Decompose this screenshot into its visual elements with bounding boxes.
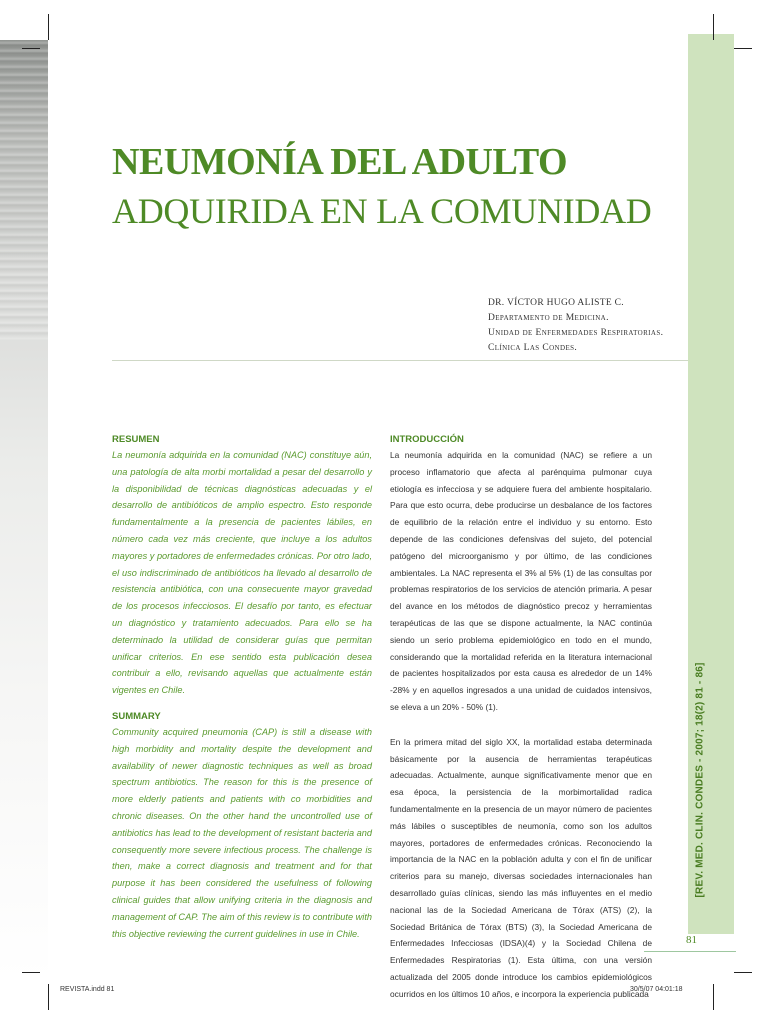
crop-mark bbox=[734, 972, 752, 973]
resumen-text: La neumonía adquirida en la comunidad (NAC) constituye aún, una patología de alta morbi mortalidad a pesar del desarrollo y la disponibilidad de técnicas diagnósticas adecuadas y el desarrollo de antibióticos de amplio espectro. Esto responde fundamentalmente a la presencia de pacientes lábiles, en número cada vez más creciente, que incluye a los adultos mayores y portadores de enfermedades crónicas. Por otro lado, el uso indiscriminado de antibióticos ha llevado al desarrollo de resistencia antibiótica, con una consecuente mayor gravedad de los procesos infecciosos. El desafío por tanto, es efectuar un diagnóstico y tratamiento adecuados. Para ello se ha determinado la utilidad de considerar guías que permitan unificar criterios. En ese sentido esta publicación desea contribuir a ello, revisando aquellas que actualmente están vigentes en Chile. bbox=[112, 450, 372, 696]
summary-text: Community acquired pneumonia (CAP) is still a disease with high morbidity and mortality despite the development and availability of newer diagnostic techniques as well as broad spectrum antibiotics. The reason for this is the presence of more elderly patients and patients with co morbidities and chronic diseases. On the other hand the uncontrolled use of antibiotics has lead to the development of resistant bacteria and consequently more severe infectious process. The challenge is then, make a correct diagnosis and treatment and for that purpose it has been considered the usefulness of following clinical guides that allow unifying criteria in the diagnosis and management of CAP. The aim of this review is to contribute with this objective reviewing the current guidelines in use in Chile. bbox=[112, 726, 372, 939]
abstract-column bbox=[112, 434, 372, 942]
author-unit: Unidad de Enfermedades Respiratorias. bbox=[488, 328, 664, 338]
footer-file-label: REVISTA.indd 81 bbox=[60, 986, 115, 993]
author-name: DR. VÍCTOR HUGO ALISTE C. bbox=[488, 298, 624, 308]
author-block bbox=[488, 296, 663, 356]
resumen-heading: RESUMEN bbox=[112, 434, 160, 445]
introduction-column bbox=[390, 434, 652, 1003]
crop-mark bbox=[22, 972, 40, 973]
crop-mark bbox=[48, 984, 49, 1010]
crop-mark bbox=[22, 48, 40, 49]
author-clinic: Clínica Las Condes. bbox=[488, 343, 578, 353]
page-number: 81 bbox=[686, 934, 697, 946]
footer-timestamp: 30/5/07 04:01:18 bbox=[630, 986, 683, 993]
introduccion-heading: INTRODUCCIÓN bbox=[390, 434, 464, 445]
article-title-line2: ADQUIRIDA EN LA COMUNIDAD bbox=[112, 191, 652, 231]
author-department: Departamento de Medicina. bbox=[488, 313, 609, 323]
crop-mark bbox=[48, 14, 49, 40]
introduccion-paragraph-1: La neumonía adquirida en la comunidad (NAC) se refiere a un proceso inflamatorio que afecta al parénquima pulmonar cuya etiología es infecciosa y se adquiere fuera del ambiente hospitalario. Para que esto ocurra, debe producirse un desbalance de los factores de equilibrio de la relación entre el individuo y su entorno. Esto depende de las condiciones defensivas del sujeto, del potencial patógeno del microorganismo y por último, de las condiciones ambientales. La NAC representa el 3% al 5% (1) de las consultas por problemas respiratorios de los servicios de atención primaria. A pesar del avance en los métodos de diagnóstico precoz y herramientas terapéuticas de las que se dispone actualmente, la NAC continúa siendo un serio problema epidemiológico en todo en el mundo, considerando que la mortalidad referida en la literatura internacional de pacientes hospitalizados por esta causa es alrededor de un 14% -28% y en aquellos ingresados a una unidad de cuidados intensivos, se eleva a un 20% - 50% (1). bbox=[390, 450, 652, 712]
journal-citation-text: [REV. MED. CLIN. CONDES - 2007; 18(2) 81 - 86] bbox=[694, 662, 706, 898]
left-texture-strip bbox=[0, 40, 48, 980]
header-divider bbox=[112, 360, 688, 361]
journal-citation bbox=[690, 662, 710, 898]
introduccion-paragraph-2: En la primera mitad del siglo XX, la mortalidad estaba determinada básicamente por la ausencia de herramientas terapéuticas adecuadas. Actualmente, aunque significativamente menor que en esa época, la persistencia de la morbimortalidad radica fundamentalmente en la presencia de un mayor número de pacientes más lábiles o susceptibles de neumonía, como son los adultos mayores, portadores de enfermedades crónicas. Reconociendo la importancia de la NAC en la población adulta y con el fin de unificar criterios para su manejo, diversas sociedades internacionales han desarrollado guías clínicas, siendo las más influyentes en el medio nacional las de la Sociedad Americana de Tórax (ATS) (2), la Sociedad Británica de Tórax (BTS) (3), la Sociedad Americana de Enfermedades Infecciosas (IDSA)(4) y la Sociedad Chilena de Enfermedades Respiratorias (1). Esta última, con una versión actualizada del 2005 donde introduce los cambios epidemiológicos ocurridos en los últimos 10 años, e incorpora la experiencia publicada bbox=[390, 736, 652, 999]
crop-mark bbox=[713, 14, 714, 40]
summary-heading: SUMMARY bbox=[112, 710, 161, 722]
page-number-rule bbox=[644, 951, 736, 952]
article-title-line1: NEUMONÍA DEL ADULTO bbox=[112, 141, 568, 183]
crop-mark bbox=[734, 48, 752, 49]
crop-mark bbox=[713, 984, 714, 1010]
